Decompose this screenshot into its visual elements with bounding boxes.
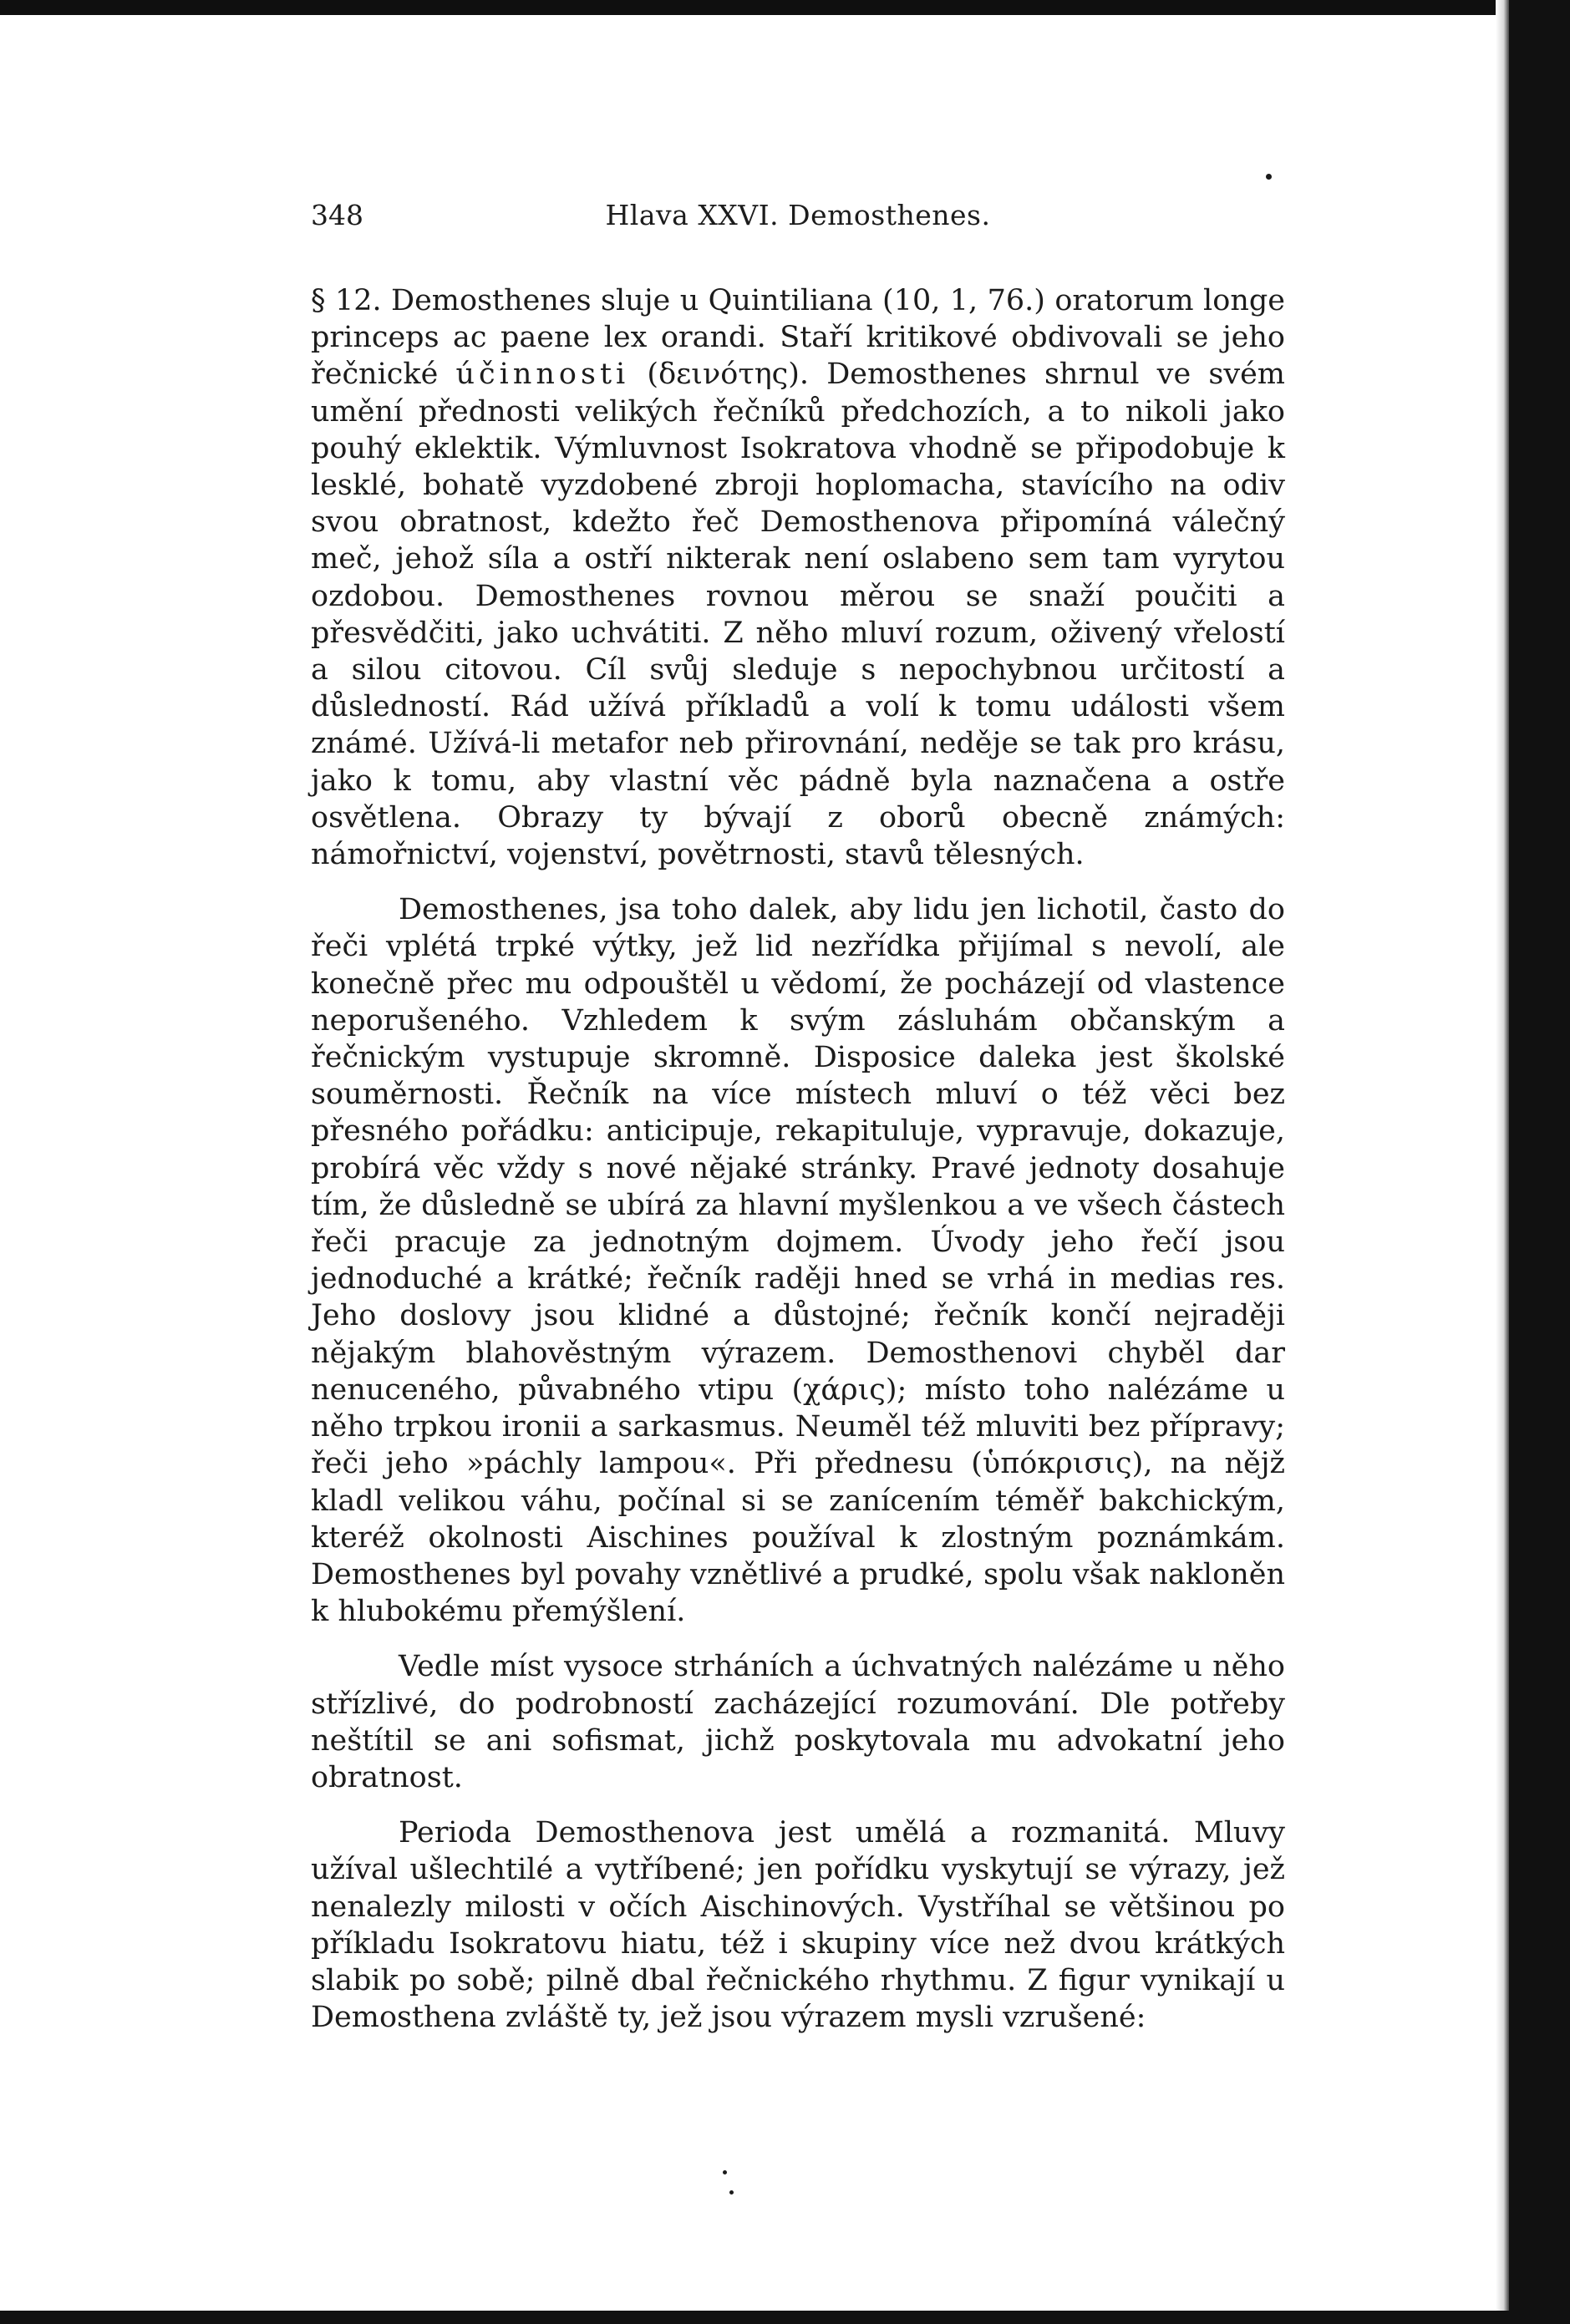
scan-border-right [1509, 0, 1570, 2324]
scan-border-top [0, 0, 1570, 15]
paragraph-text: (δεινότης). Demosthenes shrnul ve svém umění přednosti velikých řečníků předchozích, a to nikoli jako pouhý eklektik. Výmluvnost Isokratova vhodně se připodobuje k lesklé, bohatě vyzdobené zbroji hoplomacha, stavícího na odiv svou obratnost, kdežto řeč Demosthenova připomíná válečný meč, jehož síla a ostří nikterak není oslabeno sem tam vyrytou ozdobou. Demosthenes rovnou měrou se snaží poučiti a přesvědčiti, jako uchvátiti. Z něho mluví rozum, oživený vřelostí a silou citovou. Cíl svůj sleduje s nepochybnou určitostí a důsledností. Rád užívá příkladů a volí k tomu události všem známé. Užívá-li metafor neb přirovnání, neděje se tak pro krásu, jako k tomu, aby vlastní věc pádně byla naznačena a ostře osvětlena. Obrazy ty bývají z oborů obecně známých: námořnictví, vojenství, povětrnosti, stavů tělesných. [311, 358, 1285, 872]
paragraph: Perioda Demosthenova jest umělá a rozmanitá. Mluvy užíval ušlechtilé a vytříbené; jen pořídku vyskytují se výrazy, jež nenalezly milosti v očích Aischinových. Vystříhal se většinou po příkladu Isokratovu hiatu, též i skupiny více než dvou krátkých slabik po sobě; pilně dbal řečnického rhythmu. Z figur vynikají u Demosthena zvláště ty, jež jsou výrazem mysli vzrušené: [311, 1816, 1285, 2035]
body-text [311, 282, 1285, 2036]
running-head [311, 190, 1285, 241]
page-number: 348 [311, 199, 363, 231]
paragraph-section-12 [311, 282, 1285, 873]
scan-border-bottom [0, 2311, 1570, 2324]
dust-speck [723, 2170, 727, 2174]
paragraph: Demosthenes, jsa toho dalek, aby lidu jen lichotil, často do řeči vplétá trpké výtky, jež lid nezřídka přijímal s nevolí, ale konečně přec mu odpouštěl u vědomí, že pocházejí od vlastence neporušeného. Vzhledem k svým zásluhám občanským a řečnickým vystupuje skromně. Disposice daleka jest školské souměrnosti. Řečník na více místech mluví o též věci bez přesného pořádku: anticipuje, rekapituluje, vypravuje, dokazuje, probírá věc vždy s nové nějaké stránky. Pravé jednoty dosahuje tím, že důsledně se ubírá za hlavní myšlenkou a ve všech částech řeči pracuje za jednotným dojmem. Úvody jeho řečí jsou jednoduché a krátké; řečník raději hned se vrhá in medias res. Jeho doslovy jsou klidné a důstojné; řečník končí nejraději nějakým blahověstným výrazem. Demosthenovi chyběl dar nenuceného, půvabného vtipu (χάρις); místo toho nalézáme u něho trpkou ironii a sarkasmus. Neuměl též mluviti bez přípravy; řeči jeho »páchly lampou«. Při přednesu (ὑπόκρισις), na nějž kladl velikou váhu, počínal si se zanícením téměř bakchickým, kteréž okolnosti Aischines používal k zlostným poznámkám. Demosthenes byl povahy vznětlivé a prudké, spolu však nakloněn k hlubokému přemýšlení. [311, 893, 1285, 1629]
book-page [311, 190, 1285, 2054]
spaced-emphasis: účinnosti [455, 358, 630, 392]
paragraph: Vedle míst vysoce strháních a úchvatných nalézáme u něho střízlivé, do podrobností zacházející rozumování. Dle potřeby neštítil se ani sofismat, jichž poskytovala mu advokatní jeho obratnost. [311, 1650, 1285, 1794]
scan-shadow-right [1496, 0, 1509, 2324]
dust-speck [729, 2190, 734, 2195]
dust-speck [1266, 174, 1272, 180]
paragraph-text: § 12. Demosthenes sluje u Quintiliana (10, 1, 76.) oratorum longe princeps ac paene lex orandi. Staří kritikové obdivovali se jeho řečnické [311, 284, 1285, 392]
chapter-title: Hlava XXVI. Demosthenes. [605, 199, 991, 231]
